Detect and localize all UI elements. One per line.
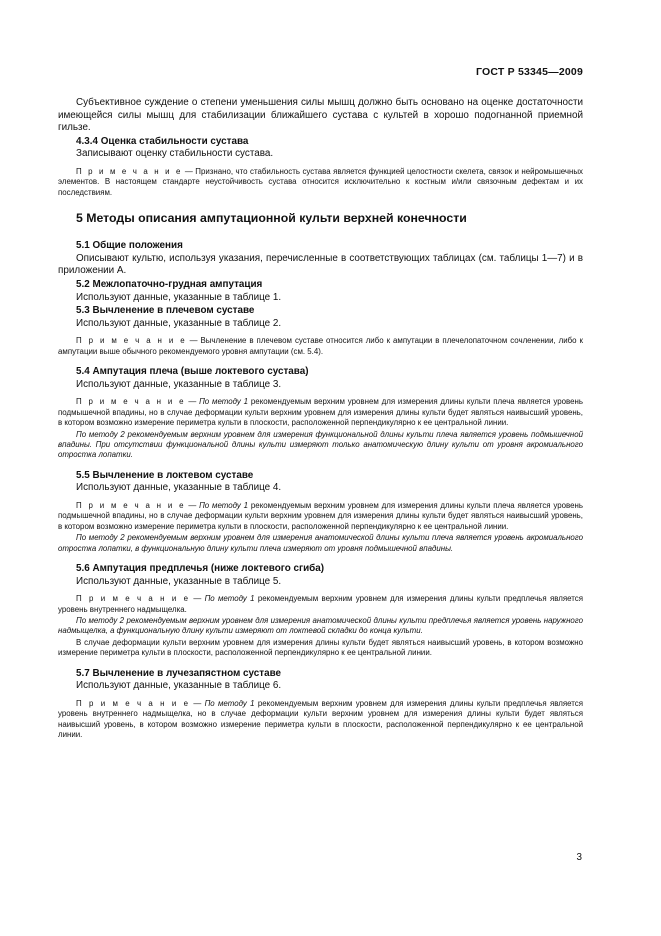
- text-5-6: Используют данные, указанные в таблице 5.: [76, 575, 282, 587]
- text-5-5: Используют данные, указанные в таблице 4.: [76, 482, 282, 494]
- section-5-title: 5 Методы описания ампутационной культи верхней конечности: [76, 211, 467, 226]
- method-label: По методу 1: [199, 397, 249, 407]
- heading-4-3-4: 4.3.4 Оценка стабильности сустава: [76, 135, 249, 147]
- note-dash: —: [190, 698, 205, 708]
- note-5-5-method-1: [58, 501, 583, 532]
- heading-5-7: 5.7 Вычленение в лучезапястном суставе: [76, 667, 282, 679]
- note-5-6-method-1: [58, 594, 583, 615]
- heading-5-3: 5.3 Вычленение в плечевом суставе: [76, 305, 255, 317]
- note-text: рекомендуемым верхним уровнем для измерения длины культи предплечья является уровень внутреннего надмыщелка, но в случае деформации культи верхним уровнем для измерения длины культи будет являться наивысший уровень, в котором возможно измерение периметра культи в плоскости, расположенной перпендикулярно к ее центральной линии.: [58, 698, 584, 740]
- note-label: П р и м е ч а н и е: [76, 594, 190, 604]
- method-label: По методу 1: [204, 698, 255, 708]
- text-4-3-4: Записывают оценку стабильности сустава.: [76, 148, 274, 160]
- note-text: — Вычленение в плечевом суставе относится либо к ампутации в плечелопаточном сочленении, либо к ампутации выше обычного рекомендуемого уровня ампутации (см. 5.4).: [58, 336, 583, 356]
- heading-5-6: 5.6 Ампутация предплечья (ниже локтевого сгиба): [76, 563, 325, 574]
- note-dash: —: [185, 397, 200, 407]
- note-label: П р и м е ч а н и е: [76, 166, 183, 176]
- note-5-4-method-2: По методу 2 рекомендуемым верхним уровнем для измерения функциональной длины культи плеча является уровень подмышечной впадины. При отсутствии функциональной длины культи измеряют только анатомическую длину культи от уровня акромиального отростка лопатки.: [58, 429, 583, 460]
- note-text: рекомендуемым верхним уровнем для измерения длины культи предплечья является уровень внутреннего надмыщелка.: [58, 594, 584, 614]
- method-label: По методу 1: [199, 500, 249, 510]
- heading-5-1: 5.1 Общие положения: [76, 240, 183, 252]
- text-5-7: Используют данные, указанные в таблице 6.: [76, 680, 282, 692]
- heading-5-5: 5.5 Вычленение в локтевом суставе: [76, 469, 254, 481]
- text-5-2: Используют данные, указанные в таблице 1.: [76, 291, 282, 303]
- intro-paragraph: Субъективное суждение о степени уменьшения силы мышц должно быть основано на оценке достаточности имеющейся силы мышц для стабилизации ближайшего сустава с культей в хорошо подогнанной приемной гильзе.: [58, 97, 583, 134]
- note-dash: —: [185, 500, 200, 510]
- note-text: рекомендуемым верхним уровнем для измерения длины культи плеча является уровень подмышечной впадины, но в случае деформации культи верхним уровнем для измерения длины культи будет являться наивысший уровень, в котором возможно измерение периметра культи в плоскости, расположенной перпендикулярно к ее центральной линии.: [58, 397, 583, 428]
- note-5-4-method-1: [58, 397, 583, 428]
- note-label: П р и м е ч а н и е: [76, 397, 186, 407]
- page-number: 3: [576, 852, 582, 863]
- note-label: П р и м е ч а н и е: [76, 698, 190, 708]
- note-dash: —: [190, 594, 205, 604]
- note-5-7-method-1: [58, 699, 583, 741]
- page-content: [58, 97, 583, 740]
- text-5-4: Используют данные, указанные в таблице 3.: [76, 378, 282, 390]
- standard-header: ГОСТ Р 53345—2009: [475, 66, 583, 78]
- note-text: — Признано, что стабильность сустава является функцией целостности скелета, связок и нейромышечных элементов. В настоящем стандарте неустойчивость сустава относится исключительно к костным и/или связочным дефектам и их последствиям.: [58, 166, 584, 197]
- note-label: П р и м е ч а н и е: [76, 500, 186, 510]
- heading-5-4: 5.4 Ампутация плеча (выше локтевого сустава): [76, 366, 309, 378]
- text-5-3: Используют данные, указанные в таблице 2.: [76, 317, 282, 329]
- note-text: рекомендуемым верхним уровнем для измерения длины культи плеча является уровень подмышечной впадины, но в случае деформации культи верхним уровнем для измерения длины культи будет являться наивысший уровень, в котором возможно измерение периметра культи в плоскости, расположенной перпендикулярно к ее центральной линии.: [58, 500, 583, 531]
- note-label: П р и м е ч а н и е: [76, 336, 187, 346]
- note-5-6-method-2: По методу 2 рекомендуемым верхним уровнем для измерения анатомической длины культи предплечья является уровень наружного надмыщелка, а функциональную длину культи измеряют от локтевой складки до конца культи.: [58, 616, 583, 636]
- method-label: По методу 1: [204, 594, 255, 604]
- note-5-5-method-2: По методу 2 рекомендуемым верхним уровнем для измерения анатомической длины культи плеча является уровень акромиального отростка лопатки, в функциональную длину культи плеча измеряют от уровня подмышечной впадины.: [58, 533, 583, 553]
- text-5-1: Описывают культю, используя указания, перечисленные в соответствующих таблицах (см. таблицы 1—7) и в приложении А.: [58, 252, 583, 277]
- heading-5-2: 5.2 Межлопаточно-грудная ампутация: [76, 278, 263, 290]
- note-5-3: [58, 336, 583, 357]
- note-4-3-4: [58, 167, 583, 198]
- note-5-6-extra: В случае деформации культи верхним уровнем для измерения длины культи будет являться наивысший уровень, в котором возможно измерение периметра культи в плоскости, расположенной перпендикулярно к ее центральной линии.: [58, 637, 583, 658]
